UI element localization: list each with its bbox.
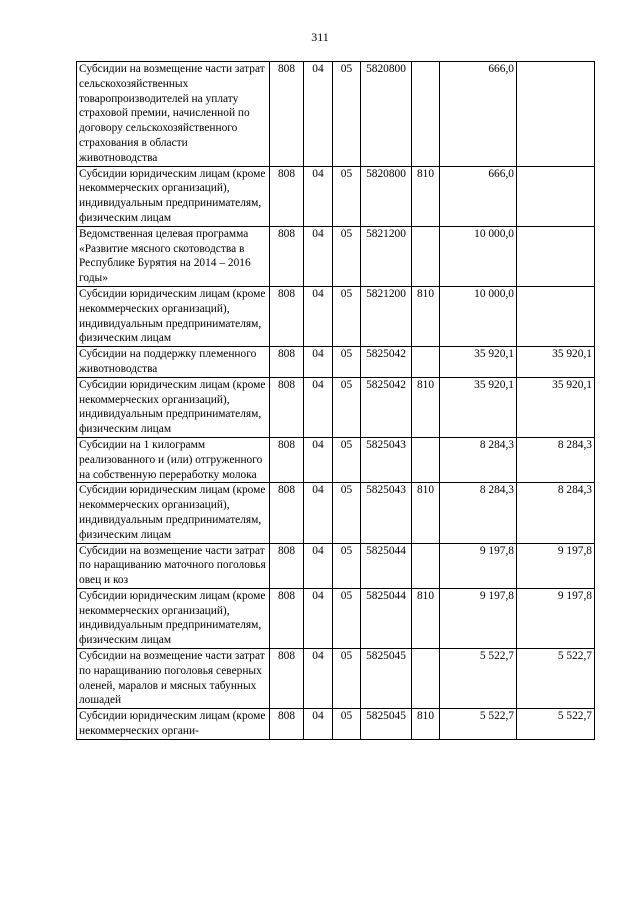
target-article-code: 5825042: [361, 347, 412, 378]
target-article-code: 5825044: [361, 588, 412, 648]
amount-subvention: [517, 286, 595, 346]
table-row: [77, 437, 595, 482]
table-row: [77, 166, 595, 226]
amount-total: 8 284,3: [440, 437, 517, 482]
section-code: 04: [304, 649, 333, 709]
subsection-code: 05: [333, 62, 361, 167]
expense-type-code: [412, 437, 440, 482]
item-name: Субсидии на поддержку племенного животноводства: [77, 347, 270, 378]
section-code: 04: [304, 588, 333, 648]
amount-subvention: 35 920,1: [517, 347, 595, 378]
subsection-code: 05: [333, 543, 361, 588]
item-name: Субсидии юридическим лицам (кроме некоммерческих организаций), индивидуальным предпринимателям, физическим лицам: [77, 588, 270, 648]
expense-type-code: [412, 62, 440, 167]
subsection-code: 05: [333, 377, 361, 437]
subsection-code: 05: [333, 347, 361, 378]
ministry-code: 808: [270, 588, 304, 648]
subsection-code: 05: [333, 588, 361, 648]
expense-type-code: 810: [412, 588, 440, 648]
item-name: Субсидии юридическим лицам (кроме некоммерческих организаций), индивидуальным предпринимателям, физическим лицам: [77, 286, 270, 346]
target-article-code: 5825045: [361, 649, 412, 709]
ministry-code: 808: [270, 286, 304, 346]
target-article-code: 5825043: [361, 437, 412, 482]
ministry-code: 808: [270, 709, 304, 740]
target-article-code: 5820800: [361, 62, 412, 167]
amount-total: 5 522,7: [440, 649, 517, 709]
amount-total: 35 920,1: [440, 377, 517, 437]
target-article-code: 5825044: [361, 543, 412, 588]
target-article-code: 5821200: [361, 286, 412, 346]
amount-total: 35 920,1: [440, 347, 517, 378]
section-code: 04: [304, 347, 333, 378]
subsection-code: 05: [333, 226, 361, 286]
page-number: 311: [311, 30, 329, 44]
expense-type-code: 810: [412, 286, 440, 346]
section-code: 04: [304, 483, 333, 543]
ministry-code: 808: [270, 62, 304, 167]
section-code: 04: [304, 377, 333, 437]
expense-type-code: 810: [412, 709, 440, 740]
item-name: Субсидии юридическим лицам (кроме некоммерческих организаций), индивидуальным предпринимателям, физическим лицам: [77, 377, 270, 437]
ministry-code: 808: [270, 483, 304, 543]
amount-total: 9 197,8: [440, 588, 517, 648]
section-code: 04: [304, 166, 333, 226]
item-name: Субсидии на возмещение части затрат по наращиванию маточного поголовья овец и коз: [77, 543, 270, 588]
ministry-code: 808: [270, 377, 304, 437]
amount-subvention: 5 522,7: [517, 649, 595, 709]
expense-type-code: [412, 347, 440, 378]
table-row: [77, 483, 595, 543]
ministry-code: 808: [270, 347, 304, 378]
table-row: [77, 377, 595, 437]
ministry-code: 808: [270, 166, 304, 226]
item-name: Субсидии юридическим лицам (кроме некоммерческих организаций), индивидуальным предпринимателям, физическим лицам: [77, 166, 270, 226]
item-name: Ведомственная целевая программа «Развитие мясного скотоводства в Республике Бурятия на 2014 – 2016 годы»: [77, 226, 270, 286]
amount-subvention: 9 197,8: [517, 543, 595, 588]
target-article-code: 5825043: [361, 483, 412, 543]
section-code: 04: [304, 226, 333, 286]
expense-type-code: 810: [412, 166, 440, 226]
target-article-code: 5820800: [361, 166, 412, 226]
ministry-code: 808: [270, 649, 304, 709]
expense-type-code: 810: [412, 377, 440, 437]
amount-subvention: [517, 226, 595, 286]
amount-total: 666,0: [440, 62, 517, 167]
budget-table: [76, 61, 595, 740]
table-row: [77, 347, 595, 378]
subsection-code: 05: [333, 709, 361, 740]
ministry-code: 808: [270, 226, 304, 286]
amount-subvention: [517, 62, 595, 167]
amount-subvention: 8 284,3: [517, 437, 595, 482]
amount-subvention: [517, 166, 595, 226]
amount-subvention: 35 920,1: [517, 377, 595, 437]
amount-total: 8 284,3: [440, 483, 517, 543]
ministry-code: 808: [270, 437, 304, 482]
subsection-code: 05: [333, 649, 361, 709]
expense-type-code: [412, 226, 440, 286]
expense-type-code: 810: [412, 483, 440, 543]
amount-subvention: 5 522,7: [517, 709, 595, 740]
table-row: [77, 588, 595, 648]
table-row: [77, 226, 595, 286]
target-article-code: 5825042: [361, 377, 412, 437]
target-article-code: 5825045: [361, 709, 412, 740]
item-name: Субсидии на возмещение части затрат сельскохозяйственных товаропроизводителей на уплату страховой премии, начисленной по договору сельскохозяйственного страхования в области животноводства: [77, 62, 270, 167]
section-code: 04: [304, 437, 333, 482]
table-row: [77, 543, 595, 588]
expense-type-code: [412, 649, 440, 709]
section-code: 04: [304, 709, 333, 740]
table-row: [77, 286, 595, 346]
expense-type-code: [412, 543, 440, 588]
item-name: Субсидии юридическим лицам (кроме некоммерческих органи-: [77, 709, 270, 740]
section-code: 04: [304, 286, 333, 346]
item-name: Субсидии юридическим лицам (кроме некоммерческих организаций), индивидуальным предпринимателям, физическим лицам: [77, 483, 270, 543]
section-code: 04: [304, 62, 333, 167]
subsection-code: 05: [333, 166, 361, 226]
subsection-code: 05: [333, 286, 361, 346]
amount-subvention: 9 197,8: [517, 588, 595, 648]
amount-total: 10 000,0: [440, 226, 517, 286]
subsection-code: 05: [333, 483, 361, 543]
amount-total: 10 000,0: [440, 286, 517, 346]
amount-total: 666,0: [440, 166, 517, 226]
target-article-code: 5821200: [361, 226, 412, 286]
section-code: 04: [304, 543, 333, 588]
item-name: Субсидии на 1 килограмм реализованного и (или) отгруженного на собственную переработку молока: [77, 437, 270, 482]
table-row: [77, 62, 595, 167]
table-row: [77, 649, 595, 709]
amount-total: 5 522,7: [440, 709, 517, 740]
ministry-code: 808: [270, 543, 304, 588]
table-row: [77, 709, 595, 740]
subsection-code: 05: [333, 437, 361, 482]
amount-total: 9 197,8: [440, 543, 517, 588]
item-name: Субсидии на возмещение части затрат по наращиванию поголовья северных оленей, маралов и мясных табунных лошадей: [77, 649, 270, 709]
amount-subvention: 8 284,3: [517, 483, 595, 543]
